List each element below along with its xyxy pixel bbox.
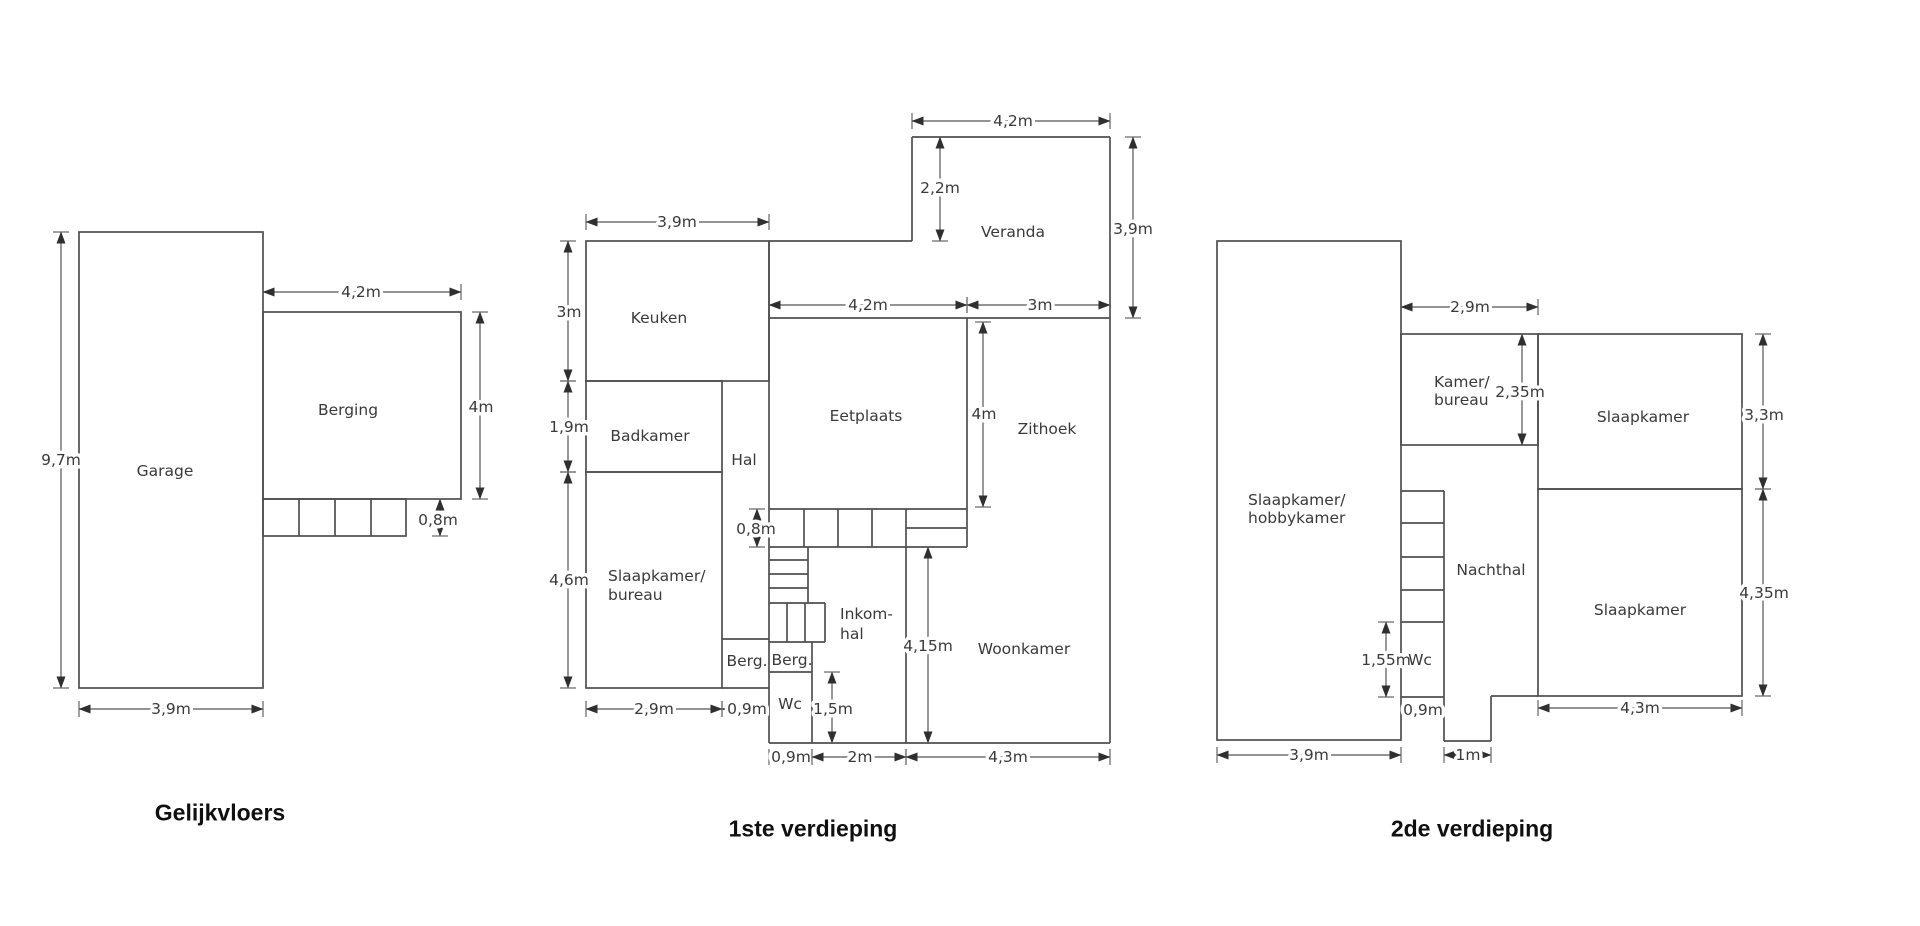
dimension-label: 4,35m <box>1739 584 1789 602</box>
plan-title-2de-verdieping: 2de verdieping <box>1390 815 1554 842</box>
room-label: Kamer/ <box>1434 373 1490 391</box>
dimension-label: 9,7m <box>41 451 81 469</box>
room-label: bureau <box>608 586 663 604</box>
dimension-label: 1,5m <box>813 700 853 718</box>
dimension-label: 2,9m <box>634 700 674 718</box>
slaapkamer-bottom-outline <box>1538 489 1742 696</box>
plan-title-gelijkvloers: Gelijkvloers <box>154 799 286 826</box>
dimension-label: 3m <box>556 303 582 321</box>
dimension-label: 1m <box>1455 746 1481 764</box>
dimension-label: 3,9m <box>1289 746 1329 764</box>
room-label: Slaapkamer/ <box>608 567 706 585</box>
room-label: Berging <box>317 401 379 419</box>
dimension-label: 3,3m <box>1744 406 1784 424</box>
garage-outline <box>79 232 263 688</box>
room-label: Slaapkamer <box>1593 601 1687 619</box>
dimension-label: 3,9m <box>151 700 191 718</box>
dimension-label: 0,8m <box>418 511 458 529</box>
plan-tweede-verdieping <box>1217 241 1789 764</box>
room-label: Slaapkamer/ <box>1248 491 1346 509</box>
room-label: hal <box>840 625 864 643</box>
room-label: Nachthal <box>1456 561 1526 579</box>
room-label: Garage <box>136 462 194 480</box>
dimension-label: 2,9m <box>1450 298 1490 316</box>
plan-eerste-verdieping <box>549 112 1153 766</box>
plan-gelijkvloers <box>41 232 493 718</box>
dimension-label: 4,3m <box>1620 699 1660 717</box>
room-label: Eetplaats <box>829 407 903 425</box>
dimension-label: 2m <box>847 748 873 766</box>
room-label: Badkamer <box>610 427 690 445</box>
room-label: Berg. <box>771 651 813 669</box>
dimension-label: 1,9m <box>549 418 589 436</box>
room-label: Inkom- <box>840 605 893 623</box>
dimension-label: 0,9m <box>727 700 767 718</box>
dimension-label: 4m <box>468 398 494 416</box>
dimension-label: 2,35m <box>1495 383 1545 401</box>
room-label: Wc <box>778 695 802 713</box>
room-label: hobbykamer <box>1248 509 1346 527</box>
dimension-label: 3,9m <box>1113 220 1153 238</box>
room-label: Veranda <box>981 223 1045 241</box>
dimension-label: 4,3m <box>988 748 1028 766</box>
room-label: bureau <box>1434 391 1489 409</box>
dimension-label: 4,2m <box>848 296 888 314</box>
dimension-label: 1,55m <box>1361 651 1411 669</box>
dimension-label: 0,8m <box>736 520 776 538</box>
room-label: Hal <box>731 451 757 469</box>
dimension-label: 4,6m <box>549 571 589 589</box>
dimension-label: 4,15m <box>903 637 953 655</box>
dimension-label: 4,2m <box>341 283 381 301</box>
room-label: Woonkamer <box>977 640 1071 658</box>
dimension-label: 0,9m <box>771 748 811 766</box>
plan-title-1ste-verdieping: 1ste verdieping <box>728 815 898 842</box>
dimension-label: 4m <box>971 405 997 423</box>
room-label: Slaapkamer <box>1596 408 1690 426</box>
dimension-label: 2,2m <box>920 179 960 197</box>
dimension-label: 4,2m <box>993 112 1033 130</box>
room-label: Keuken <box>630 309 688 327</box>
room-label: Berg. <box>726 652 768 670</box>
dimension-label: 0,9m <box>1403 701 1443 719</box>
dimension-label: 3m <box>1027 296 1053 314</box>
room-label: Wc <box>1408 651 1432 669</box>
room-label: Zithoek <box>1017 420 1077 438</box>
dimension-label: 3,9m <box>657 213 697 231</box>
